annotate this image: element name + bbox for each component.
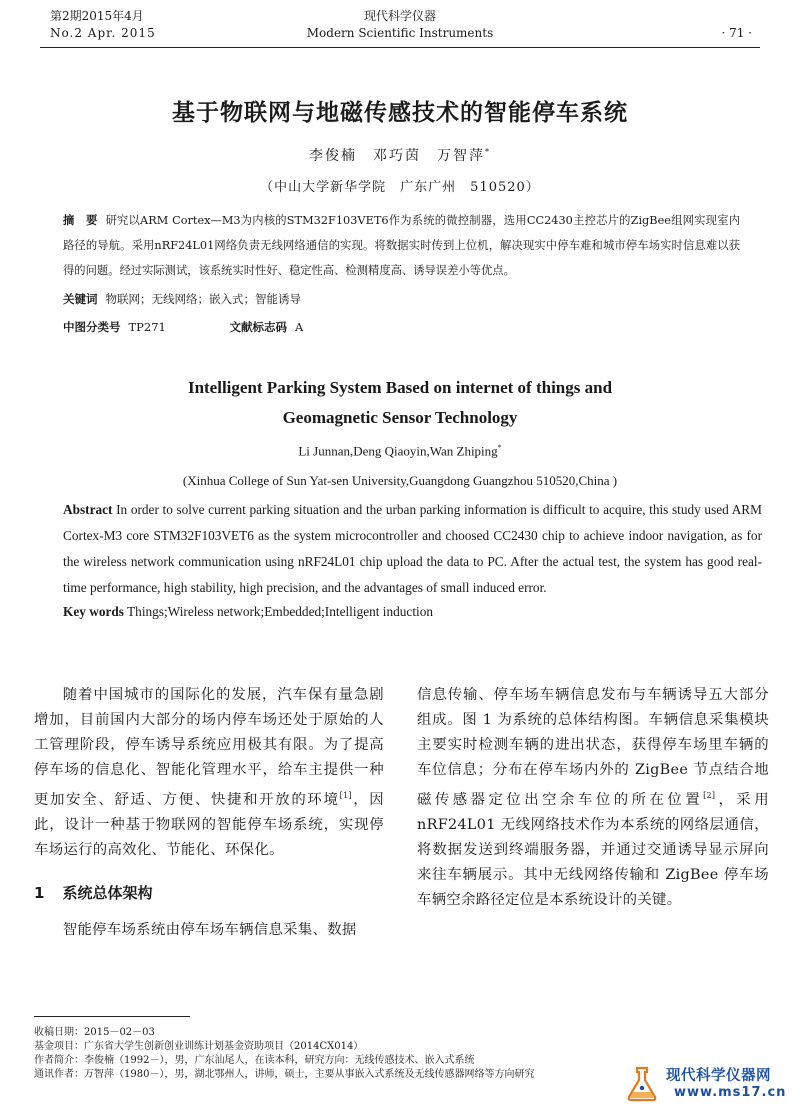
authors-en-names: Li Junnan,Deng Qiaoyin,Wan Zhiping — [298, 443, 498, 459]
watermark — [622, 1062, 787, 1106]
ref-2: [2] — [703, 791, 716, 800]
right-text-end: ，采用 nRF24L01 无线网络技术作为本系统的网络层通信，将数据发送到终端服务器，并通过交通诱导显示屏向来往车辆展示。其中无线网络传输和 ZigBee 停车场车辆空余路径定位是本系统设计的关键。 — [417, 791, 769, 908]
authors-cn-names: 李俊楠 邓巧茵 万智萍 — [309, 148, 485, 164]
watermark-name: 现代科学仪器网 — [666, 1068, 771, 1084]
abstract-en-text: In order to solve current parking situation and the urban parking information is difficult to acquire, this study used ARM Cortex-M3 core STM32F103VET6 as the system microcontroller and choosed CC2430 chip to achieve indoor navigation, as for the wireless network communication using nRF24L01 chip upload the data to PC. After the actual test, the system has good real-time performance, high stability, high precision, and the advantages of small induced error. — [63, 502, 762, 595]
keywords-cn-label: 关键词 — [63, 292, 98, 306]
title-en-line2: Geomagnetic Sensor Technology — [282, 408, 518, 427]
abstract-cn — [63, 208, 740, 283]
right-text: 信息传输、停车场车辆信息发布与车辆诱导五大部分组成。图 1 为系统的总体结构图。车辆信息采集模块主要实时检测车辆的进出状态，获得停车场里车辆的车位信息；分布在停车场内外的 ZigBee 节点结合地磁传感器定位出空余车位的所在位置 — [417, 687, 769, 808]
clc-value: TP271 — [128, 320, 166, 334]
keywords-cn-text: 物联网；无线网络；嵌入式；智能诱导 — [105, 292, 301, 306]
watermark-url: www.ms17.cn — [674, 1085, 787, 1100]
ref-1: [1] — [339, 791, 352, 800]
corresponding-mark-en: * — [497, 443, 502, 452]
section-1-heading — [34, 882, 152, 903]
issue-en: No.2 Apr. 2015 — [50, 26, 156, 40]
right-column-paragraph — [417, 683, 769, 913]
authors-cn — [40, 145, 760, 165]
intro-paragraph — [34, 683, 384, 863]
flask-logo-icon — [622, 1064, 662, 1104]
page-number: · 71 · — [721, 26, 752, 40]
abstract-cn-text: 研究以ARM Cortex—M3为内核的STM32F103VET6作为系统的微控制器，选用CC2430主控芯片的ZigBee组网实现室内路径的导航。采用nRF24L01网络负责无线网络通信的实现。将数据实时传到上位机，解决现实中停车难和城市停车场实时信息难以获得的问题。经过实际测试，该系统实时性好、稳定性高、检测精度高、诱导误差小等优点。 — [63, 214, 740, 277]
clc-label: 中图分类号 — [63, 320, 121, 334]
abstract-en — [63, 497, 762, 601]
intro-text: 随着中国城市的国际化的发展，汽车保有量急剧增加，目前国内大部分的场内停车场还处于原始的人工管理阶段，停车诱导系统应用极其有限。为了提高停车场的信息化、智能化管理水平，给车主提供一种更加安全、舒适、方便、快捷和开放的环境 — [34, 687, 384, 808]
title-en — [40, 373, 760, 433]
affiliation-en: (Xinhua College of Sun Yat-sen University,Guangdong Guangzhou 510520,China ) — [182, 473, 618, 488]
keywords-en-text: Things;Wireless network;Embedded;Intelligent induction — [127, 604, 434, 619]
keywords-en — [63, 604, 433, 620]
footnote-fund: 基金项目：广东省大学生创新创业训练计划基金资助项目（2014CX014） — [34, 1041, 364, 1052]
journal-name-en: Modern Scientific Instruments — [306, 26, 494, 40]
section-1-title: 系统总体架构 — [62, 884, 153, 902]
abstract-en-label: Abstract — [63, 502, 113, 517]
footnote-author-bio: 作者简介：李俊楠（1992－），男，广东汕尾人，在读本科，研究方向：无线传感技术、嵌入式系统 — [34, 1055, 475, 1066]
section-1-paragraph: 智能停车场系统由停车场车辆信息采集、数据 — [62, 922, 357, 938]
journal-name-cn: 现代科学仪器 — [363, 9, 436, 23]
doc-code-label: 文献标志码 — [229, 320, 288, 334]
issue-cn: 第2期2015年4月 — [50, 9, 144, 23]
authors-en — [40, 443, 760, 459]
title-en-line1: Intelligent Parking System Based on internet of things and — [187, 378, 613, 397]
footnote-corresponding: 通讯作者：万智萍（1980－），男，湖北鄂州人，讲师，硕士，主要从事嵌入式系统及无线传感器网络等方向研究 — [34, 1069, 535, 1080]
corresponding-mark-cn: * — [485, 147, 491, 157]
issue-info — [50, 8, 156, 42]
abstract-cn-label: 摘 要 — [63, 213, 98, 227]
footnote-received: 收稿日期：2015－02－03 — [34, 1027, 155, 1038]
header-divider — [40, 47, 760, 48]
keywords-cn — [63, 291, 301, 307]
journal-name — [250, 8, 550, 42]
affiliation-cn: （中山大学新华学院 广东广州 510520） — [260, 180, 540, 195]
section-1-number: 1 — [34, 884, 45, 902]
footnote-divider — [34, 1016, 190, 1017]
doc-code-value: A — [295, 320, 304, 334]
keywords-en-label: Key words — [63, 604, 124, 619]
footnotes — [34, 1026, 534, 1082]
title-cn: 基于物联网与地磁传感技术的智能停车系统 — [172, 99, 628, 126]
classification — [63, 319, 303, 335]
intro-text-end: ，因此，设计一种基于物联网的智能停车场系统，实现停车场运行的高效化、节能化、环保化。 — [34, 791, 384, 858]
